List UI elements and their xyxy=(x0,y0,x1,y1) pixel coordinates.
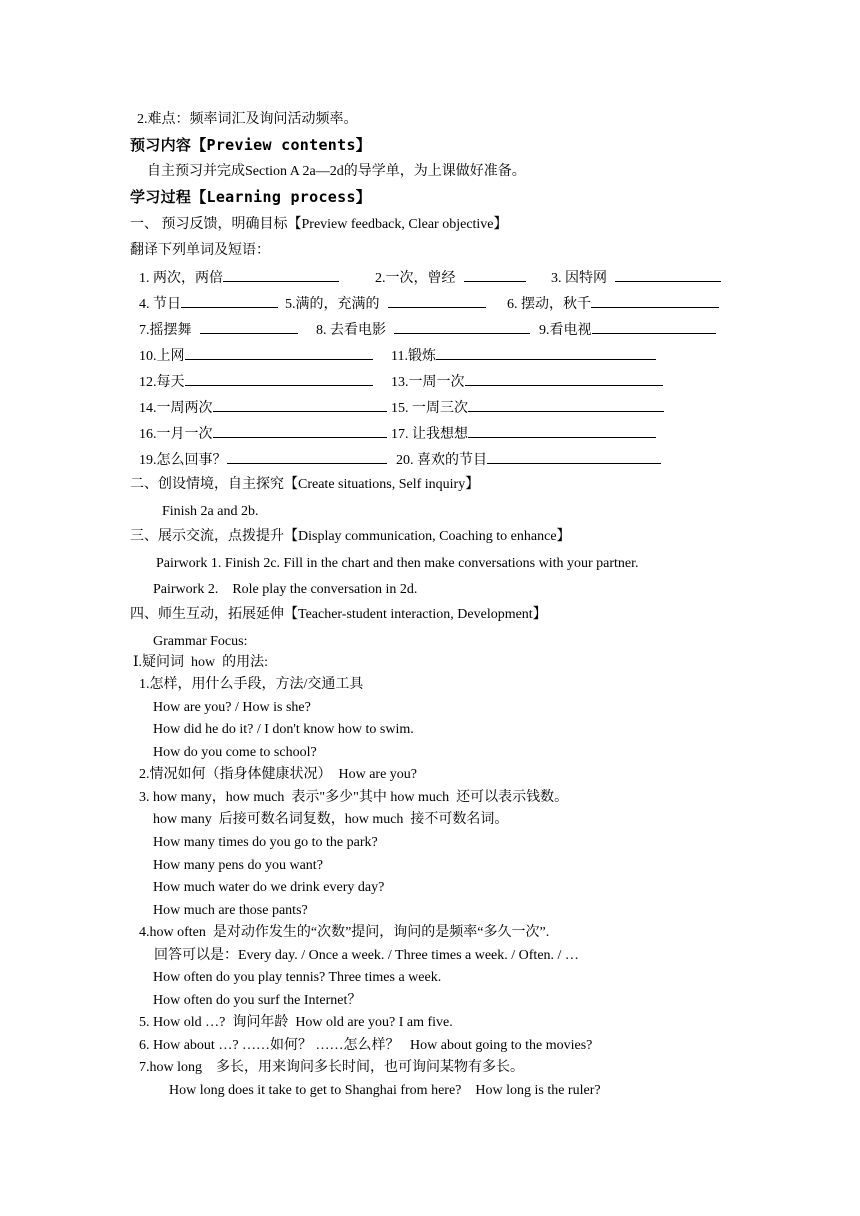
grammar-line: How long does it take to get to Shanghai from here? How long is the ruler? xyxy=(169,1083,601,1098)
answer-blank xyxy=(436,346,656,360)
grammar-line: How much water do we drink every day? xyxy=(153,880,385,895)
answer-blank xyxy=(464,268,526,282)
difficulty-point: 2.难点：频率词汇及询问活动频率。 xyxy=(137,112,358,127)
grammar-line: 7.how long 多长，用来询问多长时间，也可询问某物有多长。 xyxy=(139,1060,524,1075)
answer-blank xyxy=(394,320,530,334)
answer-blank xyxy=(468,398,664,412)
grammar-line: How many pens do you want? xyxy=(153,858,323,873)
section3-title: 三、展示交流，点拨提升【Display communication, Coaching to enhance】 xyxy=(130,529,571,544)
answer-blank xyxy=(487,450,661,464)
preview-text: 自主预习并完成Section A 2a—2d的导学单，为上课做好准备。 xyxy=(147,164,526,179)
vocab-item: 11.锻炼 xyxy=(391,346,656,366)
translate-prompt: 翻译下列单词及短语： xyxy=(130,243,270,258)
answer-blank xyxy=(181,294,278,308)
answer-blank xyxy=(615,268,721,282)
grammar-line: 3. how many，how much 表示"多少"其中 how much 还可以表示钱数。 xyxy=(139,790,569,805)
grammar-line: 5. How old …? 询问年龄 How old are you? I am five. xyxy=(139,1015,453,1030)
grammar-line: 2.情况如何（指身体健康状况） How are you? xyxy=(139,767,418,782)
vocab-item: 12.每天 xyxy=(139,372,373,392)
section4-title: 四、师生互动，拓展延伸【Teacher-student interaction, Development】 xyxy=(130,607,547,622)
answer-blank xyxy=(227,450,387,464)
grammar-line: How many times do you go to the park? xyxy=(153,835,378,850)
vocab-item: 15. 一周三次 xyxy=(391,398,664,418)
vocab-item: 4. 节日 xyxy=(139,294,278,314)
pairwork-1: Pairwork 1. Finish 2c. Fill in the chart and then make conversations with your partner. xyxy=(156,556,639,571)
process-heading: 学习过程【Learning process】 xyxy=(130,188,372,206)
section2-text: Finish 2a and 2b. xyxy=(162,504,259,519)
grammar-line: how many 后接可数名词复数，how much 接不可数名词。 xyxy=(153,812,509,827)
how-usage-title: Ⅰ.疑问词 how 的用法: xyxy=(133,655,269,670)
answer-blank xyxy=(213,398,387,412)
pairwork-2: Pairwork 2. Role play the conversation in 2d. xyxy=(153,582,418,597)
section1-title: 一、 预习反馈，明确目标【Preview feedback, Clear objective】 xyxy=(130,217,508,232)
section2-title: 二、创设情境，自主探究【Create situations, Self inquiry】 xyxy=(130,477,480,492)
answer-blank xyxy=(592,320,716,334)
vocab-item: 20. 喜欢的节目 xyxy=(396,450,661,470)
vocab-item: 14.一周两次 xyxy=(139,398,387,418)
vocab-item: 13.一周一次 xyxy=(391,372,663,392)
answer-blank xyxy=(213,424,387,438)
answer-blank xyxy=(200,320,298,334)
vocab-item: 16.一月一次 xyxy=(139,424,387,444)
vocab-item: 1. 两次，两倍 xyxy=(139,268,339,288)
answer-blank xyxy=(591,294,719,308)
vocab-item: 10.上网 xyxy=(139,346,373,366)
grammar-line: 6. How about …? ……如何？ ……怎么样？ How about going to the movies? xyxy=(139,1038,593,1053)
vocab-item: 9.看电视 xyxy=(539,320,716,340)
grammar-line: How often do you play tennis? Three times a week. xyxy=(153,970,442,985)
answer-blank xyxy=(465,372,663,386)
vocab-item: 19.怎么回事？ xyxy=(139,450,387,470)
answer-blank xyxy=(388,294,486,308)
answer-blank xyxy=(468,424,656,438)
vocab-item: 8. 去看电影 xyxy=(316,320,530,340)
grammar-line: 4.how often 是对动作发生的“次数”提问，询问的是频率“多久一次”. xyxy=(139,925,550,940)
grammar-focus-label: Grammar Focus: xyxy=(153,634,248,649)
grammar-line: 1.怎样，用什么手段，方法/交通工具 xyxy=(139,677,364,692)
vocab-item: 3. 因特网 xyxy=(551,268,721,288)
preview-heading: 预习内容【Preview contents】 xyxy=(130,136,372,154)
grammar-line: How much are those pants? xyxy=(153,903,308,918)
answer-blank xyxy=(185,346,373,360)
grammar-line: How often do you surf the Internet？ xyxy=(153,993,362,1008)
vocab-item: 6. 摆动，秋千 xyxy=(507,294,719,314)
grammar-line: 回答可以是：Every day. / Once a week. / Three times a week. / Often. / … xyxy=(154,948,579,963)
answer-blank xyxy=(223,268,339,282)
grammar-line: How did he do it? / I don't know how to swim. xyxy=(153,722,414,737)
grammar-line: How are you? / How is she? xyxy=(153,700,311,715)
vocab-item: 5.满的，充满的 xyxy=(285,294,486,314)
vocab-item: 17. 让我想想 xyxy=(391,424,656,444)
answer-blank xyxy=(185,372,373,386)
grammar-line: How do you come to school? xyxy=(153,745,317,760)
vocab-item: 2.一次，曾经 xyxy=(375,268,526,288)
vocab-item: 7.摇摆舞 xyxy=(139,320,298,340)
